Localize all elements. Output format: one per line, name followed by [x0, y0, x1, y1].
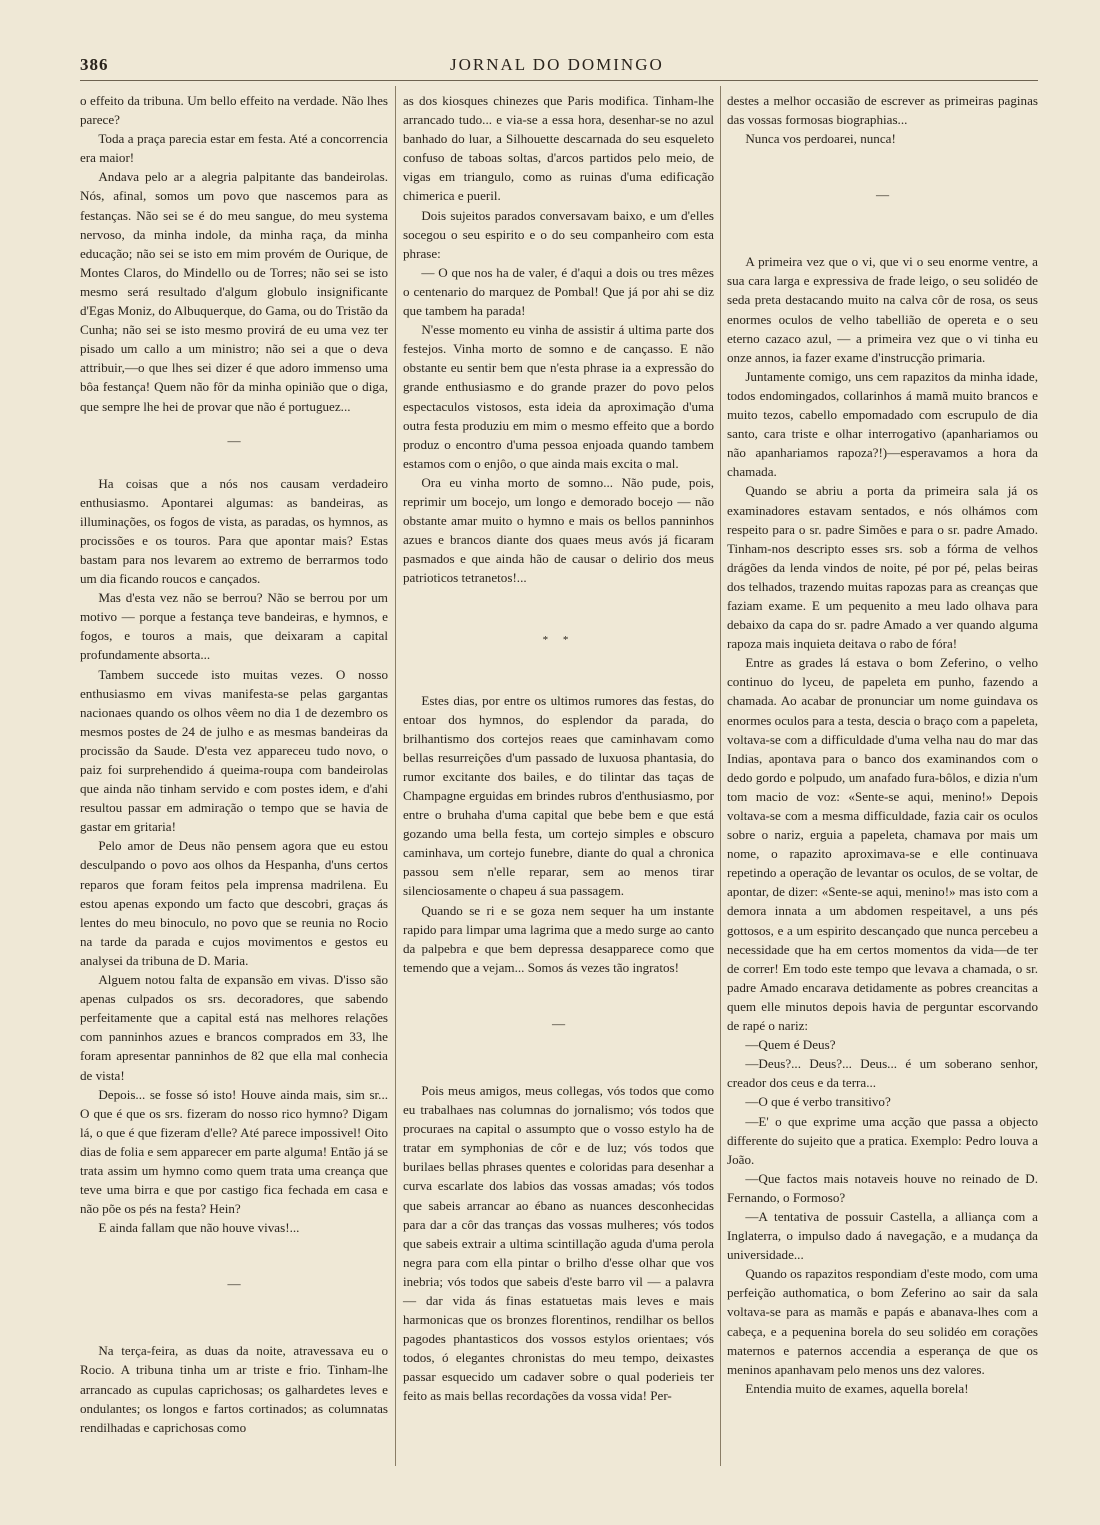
paragraph: o effeito da tribuna. Um bello effeito na verdade. Não lhes parece? [80, 93, 388, 128]
dialogue-line: —Que factos mais notaveis houve no reinado de D. Fernando, o Formoso? [727, 1170, 1038, 1205]
column-rule [720, 86, 721, 1466]
paragraph: Pelo amor de Deus não pensem agora que eu estou desculpando o povo aos olhos da Hespanha, d'uns certos reparos que foram feitos pela imprensa madrilena. Eu estou apenas expondo um facto que descobri, graças ás lentes do meu binoculo, no povo que se reunia no Rocio na tarde da parada e cujos movimentos e gestos eu analysei da tribuna de D. Maria. [80, 838, 388, 968]
paragraph: destes a melhor occasião de escrever as primeiras paginas das vossas formosas biographias... [727, 93, 1038, 128]
section-separator: — [227, 1276, 241, 1292]
column-1 [80, 91, 388, 1437]
column-3 [727, 91, 1038, 1398]
paragraph: Pois meus amigos, meus collegas, vós todos que como eu trabalhaes nas columnas do jornalismo; vós todos que procuraes na capital o assumpto que o vosso estylo ha de tratar em symphonias de côr e de luz; vós todos que burilaes bellas phrases quentes e coloridas para desenhar a curva escarlate dos labios das vossas amadas; vós todos que sabeis arrancar ao ébano as nuances desconhecidas para dar a côr das tranças das vossas mulheres; vós todos que sabeis extrair a ultima scintillação aguda d'uma perola negra para com ella pintar o brilho d'esse olhar que vos inebria; vós todos que sabeis d'este barro vil — a palavra — dar vida ás finas estatuetas mais leves e mais harmonicas que os bronzes florentinos, rendilhar os bellos pagodes phantasticos dos vossos estylos orientaes; vós todos, ó elegantes chronistas do meu tempo, deixastes passar esquecido um cadaver sobre o qual poderieis ter feito as mais bellas recordações da vossa vida! Per- [403, 1082, 714, 1404]
paragraph: Alguem notou falta de expansão em vivas. D'isso são apenas culpados os srs. decoradores, que sabendo perfeitamente que a capital está nas melhores relações com panninhos azues e brancos comprados em 33, lhe foram apresentar panninhos de 82 que ella mal conhecia de vista! [80, 972, 388, 1083]
paragraph: N'esse momento eu vinha de assistir á ultima parte dos festejos. Vinha morto de somno e de cançasso. E não obstante eu sentir bem que n'esta phrase ia a expressão do grande enthusiasmo e do grande prazer do povo pelos espectaculos vistosos, esta ideia da aproximação d'uma outra festa produziu em mim o mesmo effeito que a bordo produz o encontro d'uma pessoa enjoada quando tambem estamos com o enjôo, o que ainda mais excita o mal. [403, 322, 714, 471]
column-2 [403, 91, 714, 1406]
paragraph: Na terça-feira, as duas da noite, atravessava eu o Rocio. A tribuna tinha um ar triste e frio. Tinham-lhe arrancado as cupulas caprichosas; os galhardetes leves e ondulantes; os longos e fartos cortinados; as columnatas rendilhadas e caprichosas como [80, 1343, 388, 1435]
paragraph: Tambem succede isto muitas vezes. O nosso enthusiasmo em vivas manifesta-se pelas gargantas nacionaes quando os olhos vêem no dia 1 de dezembro os mesmos postes de 24 de julho e as mesmas bandeiras da procissão da Saude. D'esta vez appareceu tudo novo, o paiz foi surprehendido á queima-roupa com bandeirolas que ainda não tinham servido e com postes idem, e d'ahi resultou passar em admiração o tempo que se havia de gastar em gritaria! [80, 666, 388, 835]
paragraph: Estes dias, por entre os ultimos rumores das festas, do entoar dos hymnos, do esplendor da parada, do brilhantismo dos cortejos reaes que caminhavam como bellas resurreições d'um passado de luxuosa phantasia, do rumor excitante dos bailes, e do tilintar das taças de Champagne erguidas em brindes rubros d'enthusiasmo, por entre o bruhaha d'uma capital que bebe bem e que está gozando uma bella festa, um cortejo simples e obscuro caminhava, um cortejo funebre, diante do qual a chronica passou sem n'elle reparar, sem ao menos tirar silenciosamente o chapeu á sua passagem. [403, 692, 714, 899]
section-separator: — [227, 432, 241, 448]
paragraph: Entendia muito de exames, aquella borela! [745, 1380, 969, 1396]
paragraph: as dos kiosques chinezes que Paris modifica. Tinham-lhe arrancado tudo... e via-se a essa hora, desenhar-se no azul banhado do luar, a Silhouette descarnada do seu esqueleto confuso de taboas soltas, d'arcos partidos pelo meio, de vigas em triangulo, como as ruinas d'uma edificação chimerica e pueril. [403, 93, 714, 204]
section-separator: — [551, 1015, 566, 1031]
section-separator: — [875, 187, 890, 203]
paragraph: Ha coisas que a nós nos causam verdadeiro enthusiasmo. Apontarei algumas: as bandeiras, as illuminações, os fogos de vista, as paradas, os hymnos, as procissões e os touros. Para que apontar mais? Estas bastam para nos levarem ao extremo de berrarmos todo um dia ficando roucos e cançados. [80, 475, 388, 587]
paragraph: E ainda fallam que não houve vivas!... [98, 1220, 300, 1236]
page-header [80, 55, 700, 77]
column-rule [395, 86, 396, 1466]
paragraph: Ora eu vinha morto de somno... Não pude, pois, reprimir um bocejo, um longo e demorado bocejo — não obstante amar muito o hymno e mais os bellos panninhos azues e brancos diante dos quaes meus avós já ficaram pasmados e que ainda hão de causar o delirio dos meus patrioticos tetranetos!... [403, 474, 714, 586]
dialogue-line: —Deus?... Deus?... Deus... é um soberano senhor, creador dos ceus e da terra... [727, 1056, 1038, 1091]
header-rule [80, 80, 1038, 81]
paragraph: Nunca vos perdoarei, nunca! [745, 131, 896, 147]
paragraph: Andava pelo ar a alegria palpitante das bandeirolas. Nós, afinal, somos um povo que nascemos para as festanças. Não sei se é do meu sangue, do meu systema nervoso, da minha indole, da minha raça, da minha educação; não sei se isto em mim provém de Ourique, de Montes Claros, do Mindello ou de Torres; não sei se isto mesmo será resultado d'algum globulo insignificante d'Egas Moniz, do Albuquerque, do Gama, ou do Tristão da Cunha; não sei se isto mesmo provirá de eu uma vez ter pisado um callo a um ministro; não sei a que o deva attribuir,—o que lhes sei dizer é que adoro immenso uma bôa festança! Quem não fôr da minha opinião que o diga, que sempre lhe hei de provar que não é portuguez... [80, 169, 388, 414]
masthead-title: JORNAL DO DOMINGO [450, 55, 664, 74]
paragraph: Quando se abriu a porta da primeira sala já os examinadores estavam sentados, e nós olhámos com respeito para o sr. padre Simões e para o sr. padre Amado. Tinham-nos descripto esses srs. sob a fórma de velhos drágões da lenda vindos de noite, pé por pé, pelas beiras dos telhados, trazendo muitas rapozas para as creanças que faziam exame. E um pequenito a meu lado olhava para debaixo da capa do sr. padre Amado a ver quando alguma rapoza mais inquieta deitava o rabo de fóra! [727, 483, 1038, 652]
paragraph: Quando se ri e se goza nem sequer ha um instante rapido para limpar uma lagrima que a medo surge ao canto da palpebra e que bem depressa desapparece como que temendo que a vejam... Somos ás vezes tão ingratos! [403, 902, 714, 975]
paragraph: A primeira vez que o vi, que vi o seu enorme ventre, a sua cara larga e expressiva de frade leigo, o seu solidéo de seda preta destacando muito na calva côr de rosa, os seus enormes oculos de velho tabellião de opereta e o seu eterno cazaco azul, — a primeira vez que o vi tinha eu onze annos, ia fazer exame d'instrucção primaria. [727, 254, 1038, 365]
paragraph: Depois... se fosse só isto! Houve ainda mais, sim sr... O que é que os srs. fizeram do nosso rico hymno? Digam lá, o que é que fizeram d'elle? Até parece impossivel! Oito dias de folia e sem apparecer em parte alguma! Então já se trata assim um hymno como quem trata uma creança que teve uma birra e que por castigo fica fechada em casa e não põe os pés na festa? Hein? [80, 1086, 388, 1217]
paragraph: Mas d'esta vez não se berrou? Não se berrou por um motivo — porque a festança teve bandeiras, e hymnos, e fogos, e touros a mais, que deixaram a capital profundamente absorta... [80, 590, 388, 663]
dialogue-line: —E' o que exprime uma acção que passa a objecto differente do sujeito que a pratica. Exemplo: Pedro louva a João. [727, 1113, 1038, 1167]
dialogue-line: —O que é verbo transitivo? [745, 1094, 891, 1110]
paragraph: Dois sujeitos parados conversavam baixo, e um d'elles socegou o seu espirito e o do seu companheiro com esta phrase: [403, 207, 714, 261]
paragraph: Juntamente comigo, uns cem rapazitos da minha idade, todos endomingados, collarinhos á mamã muito brancos e muito tezos, cabello empomadado com escrupulo de dia santo, cara triste e olhar interrogativo (apanhariamos ou não apanhariamos rapoza?!)—esperavamos a hora da chamada. [727, 368, 1038, 480]
section-separator-stars: * * [542, 634, 575, 647]
paragraph: Quando os rapazitos respondiam d'este modo, com uma perfeição authomatica, o bom Zeferino ao sair da sala voltava-se para as mamãs e papás e abanava-lhes com a cabeça, e a pequenina borela do seu solidéo em corações maternos e paternos accendia a esperança de que os meninos apanhavam pelo menos uns dez valores. [727, 1266, 1038, 1377]
paragraph: Entre as grades lá estava o bom Zeferino, o velho continuo do lyceu, de papeleta em punho, fazendo a chamada. Ao acabar de pronunciar um nome guindava os enormes oculos para a testa, descia o braço com a papeleta, voltava-se com a difficuldade d'uma velha nau do mar das Indias, apontava para o banco dos examinandos com o dedo gordo e polpudo, um anafado fura-bôlos, e dizia n'um tom macio de voz: «Sente-se aqui, menino!» Depois voltava-se com a mesma difficuldade, fazia cair os oculos sobre o nariz, erguia a papeleta, chamava por mais um nome, o rapazito aproximava-se e elle continuava repetindo a operação de levantar os oculos, de se voltar, de apontar, de dizer: «Sente-se aqui, menino!» mas isto com a demora innata a um abdomen respeitavel, a uns pés gottosos, e a um espirito descançado que nunca percebeu a necessidade que ha em certos momentos da vida—de ter de correr! Em todo este tempo que levava a chamada, o sr. padre Amado encarava detidamente as pobres creancitas a quem elle minutos depois havia de perguntar escorvando de rapé o nariz: [727, 655, 1038, 1034]
dialogue-line: —A tentativa de possuir Castella, a alliança com a Inglaterra, o impulso dado á navegação, e a mudança da universidade... [727, 1208, 1038, 1263]
paragraph: Toda a praça parecia estar em festa. Até a concorrencia era maior! [80, 131, 388, 166]
page-number: 386 [80, 55, 109, 74]
paragraph: — O que nos ha de valer, é d'aqui a dois ou tres mêzes o centenario do marquez de Pombal! Que já por ahi se diz que tambem ha parada! [403, 264, 714, 319]
dialogue-line: —Quem é Deus? [745, 1037, 836, 1053]
